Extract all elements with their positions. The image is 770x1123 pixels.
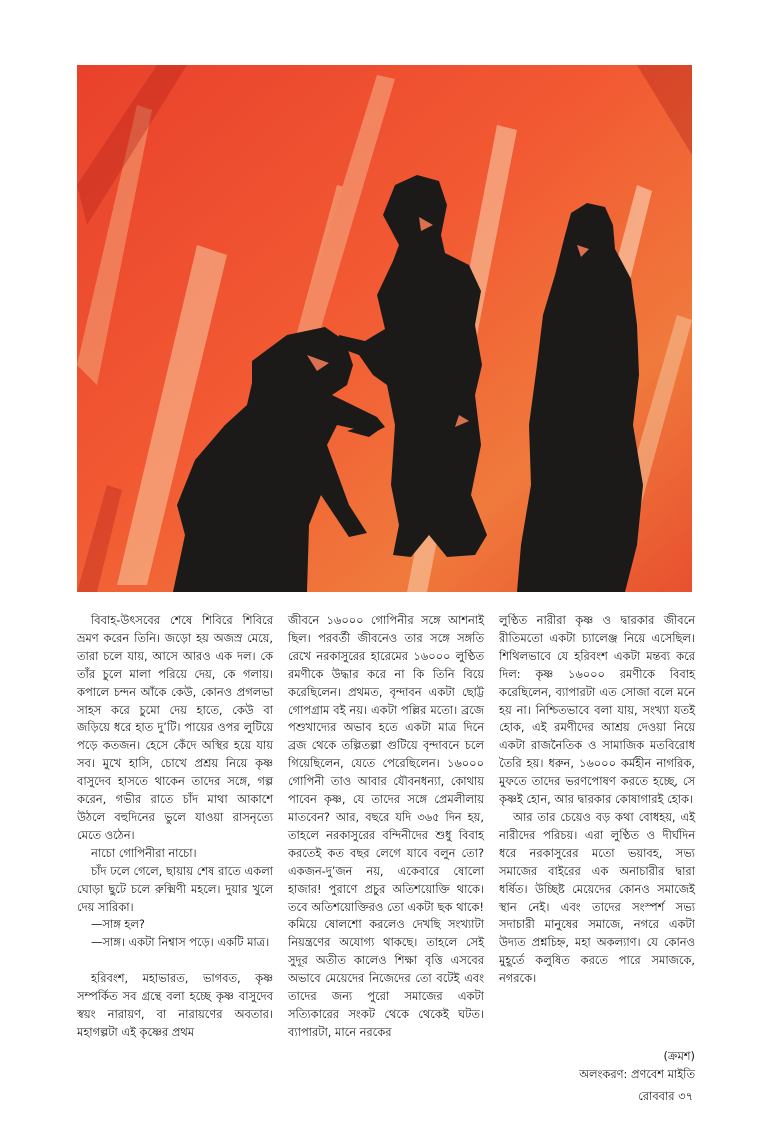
article-column-3 xyxy=(499,612,695,988)
paragraph: আর তার চেয়েও বড় কথা বোধহয়, এই নারীদের পরিচয়। এরা লুণ্ঠিত ও দীর্ঘদিন ধরে নরকাসুরের মতো ভয়াবহ, সভ্য সমাজের বাইরের এক অনাচারীর দ্বারা ধর্ষিত। উচ্ছিষ্ট মেয়েদের কোনও সমাজেই স্থান নেই। এবং তাদের সংস্পর্শ সভ্য সদাচারী মানুষের সমাজে, নগরে একটা উদ্যত প্রশ্নচিহ্ন, মহা অকল্যাণ। যে কোনও মুহূর্তে কলুষিত করতে পারে সমাজকে, নগরকে। xyxy=(499,809,695,986)
continued-marker: (ক্রমশ) xyxy=(663,1049,695,1063)
credit-block xyxy=(499,1048,695,1084)
dialogue-line: —সাঙ্গ। একটা নিশ্বাস পড়ে। একটি মাত্র। xyxy=(91,935,270,950)
paragraph: বিবাহ-উৎসবের শেষে শিবিরে শিবিরে ভ্রমণ করেন তিনি। জড়ো হয় অজস্র মেয়ে, তারা চলে যায়, আসে আরও এক দল। কে তাঁর চুলে মালা পরিয়ে দেয়, কে গলায়। কপালে চন্দন আঁকে কেউ, কোনও প্রগলভা সাহস করে চুমো দেয় হাতে, কেউ বা জড়িয়ে ধরে হাত দু’টি। পায়ের ওপর লুটিয়ে পড়ে কতজন। হেসে কেঁদে অস্থির হয়ে যায় সব। মুখে হাসি, চোখে প্রশ্রয় নিয়ে কৃষ্ণ বাসুদেব হাসতে থাকেন তাদের সঙ্গে, গল্প করেন, গভীর রাতে চাঁদ মাথা আকাশে উঠলে বহুদিনের ভুলে যাওয়া রাসনৃত্যে মেতে ওঠেন। xyxy=(77,613,273,842)
illustration-credit: অলংকরণ: প্রণবেশ মাইতি xyxy=(579,1066,695,1081)
illustration-svg xyxy=(77,65,692,592)
page-footer: রোববার ৩৭ xyxy=(638,1089,693,1103)
paragraph: হরিবংশ, মহাভারত, ভাগবত, কৃষ্ণ সম্পর্কিত সব গ্রন্থে বলা হচ্ছে কৃষ্ণ বাসুদেব স্বয়ং নারায়ণ, বা নারায়ণের অবতার। মহাগল্পটা এই কৃষ্ণের প্রথম xyxy=(77,971,273,1039)
paper-cut-illustration xyxy=(77,65,692,592)
article-column-2 xyxy=(288,612,484,1042)
dialogue-line: —সাঙ্গ হল? xyxy=(91,917,145,932)
paragraph: নাচো গোপিনীরা নাচো। xyxy=(91,845,197,860)
paragraph: চাঁদ ঢলে গেলে, ছায়ায় শেষ রাতে একলা ঘোড়া ছুটে চলে রুক্মিণী মহলে। দুয়ার খুলে দেয় সারিকা। xyxy=(77,863,273,914)
article-column-1 xyxy=(77,612,273,1042)
paragraph: লুণ্ঠিত নারীরা কৃষ্ণ ও দ্বারকার জীবনে রীতিমতো একটা চ্যালেঞ্জ নিয়ে এসেছিল। শিথিলভাবে যে হরিবংশ একটা মন্তব্য করে দিল: কৃষ্ণ ১৬০০০ রমণীকে বিবাহ করেছিলেন, ব্যাপারটা এত সোজা বলে মনে হয় না। নিশ্চিতভাবে বলা যায়, সংখ্যা যতই হোক, এই রমণীদের আশ্রয় দেওয়া নিয়ে একটা রাজনৈতিক ও সামাজিক মতবিরোধ তৈরি হয়। ধরুন, ১৬০০০ কর্মহীন নাগরিক, মুফতে তাদের ভরণপোষণ করতে হচ্ছে, সে কৃষ্ণই হোন, আর দ্বারকার কোষাগারই হোক। xyxy=(499,613,695,807)
paragraph: জীবনে ১৬০০০ গোপিনীর সঙ্গে আশনাই ছিল। পরবর্তী জীবনেও তার সঙ্গে সঙ্গতি রেখে নরকাসুরের হারেমের ১৬০০০ লুণ্ঠিত রমণীকে উদ্ধার করে না কি তিনি বিয়ে করেছিলেন। প্রথমত, বৃন্দাবন একটা ছোট্ট গোপগ্রাম বই নয়। একটা পল্লির মতো। ব্রজে পশুখাদ্যের অভাব হতে একটা মাত্র দিনে ব্রজ থেকে তল্পিতল্পা গুটিয়ে বৃন্দাবনে চলে গিয়েছিলেন, যেতে পেরেছিলেন। ১৬০০০ গোপিনী তাও আবার যৌবনধন্যা, কোথায় পাবেন কৃষ্ণ, যে তাদের সঙ্গে প্রেমলীলায় মাতবেন? আর, বছরে যদি ৩৬৫ দিন হয়, তাহলে নরকাসুরের বন্দিনীদের শুধু বিবাহ করতেই কত বছর লেগে যাবে বলুন তো? একজন-দু’জন নয়, একেবারে ষোলো হাজার! পুরাণে প্রচুর অতিশয়োক্তি থাকে। তবে অতিশয়োক্তিরও তো একটা ছক থাকে! কমিয়ে ষোলশো করলেও দেখছি সংখ্যাটা নিয়ন্ত্রণের অযোগ্য থাকছে। তাহলে সেই সুদূর অতীত কালেও শিক্ষা বৃত্তি এসবের অভাবে মেয়েদের নিজেদের তো বটেই এবং তাদের জন্য পুরো সমাজের একটা সত্যিকারের সংকট থেকে থেকেই ঘটত। ব্যাপারটা, মানে নরকের xyxy=(288,613,484,1039)
